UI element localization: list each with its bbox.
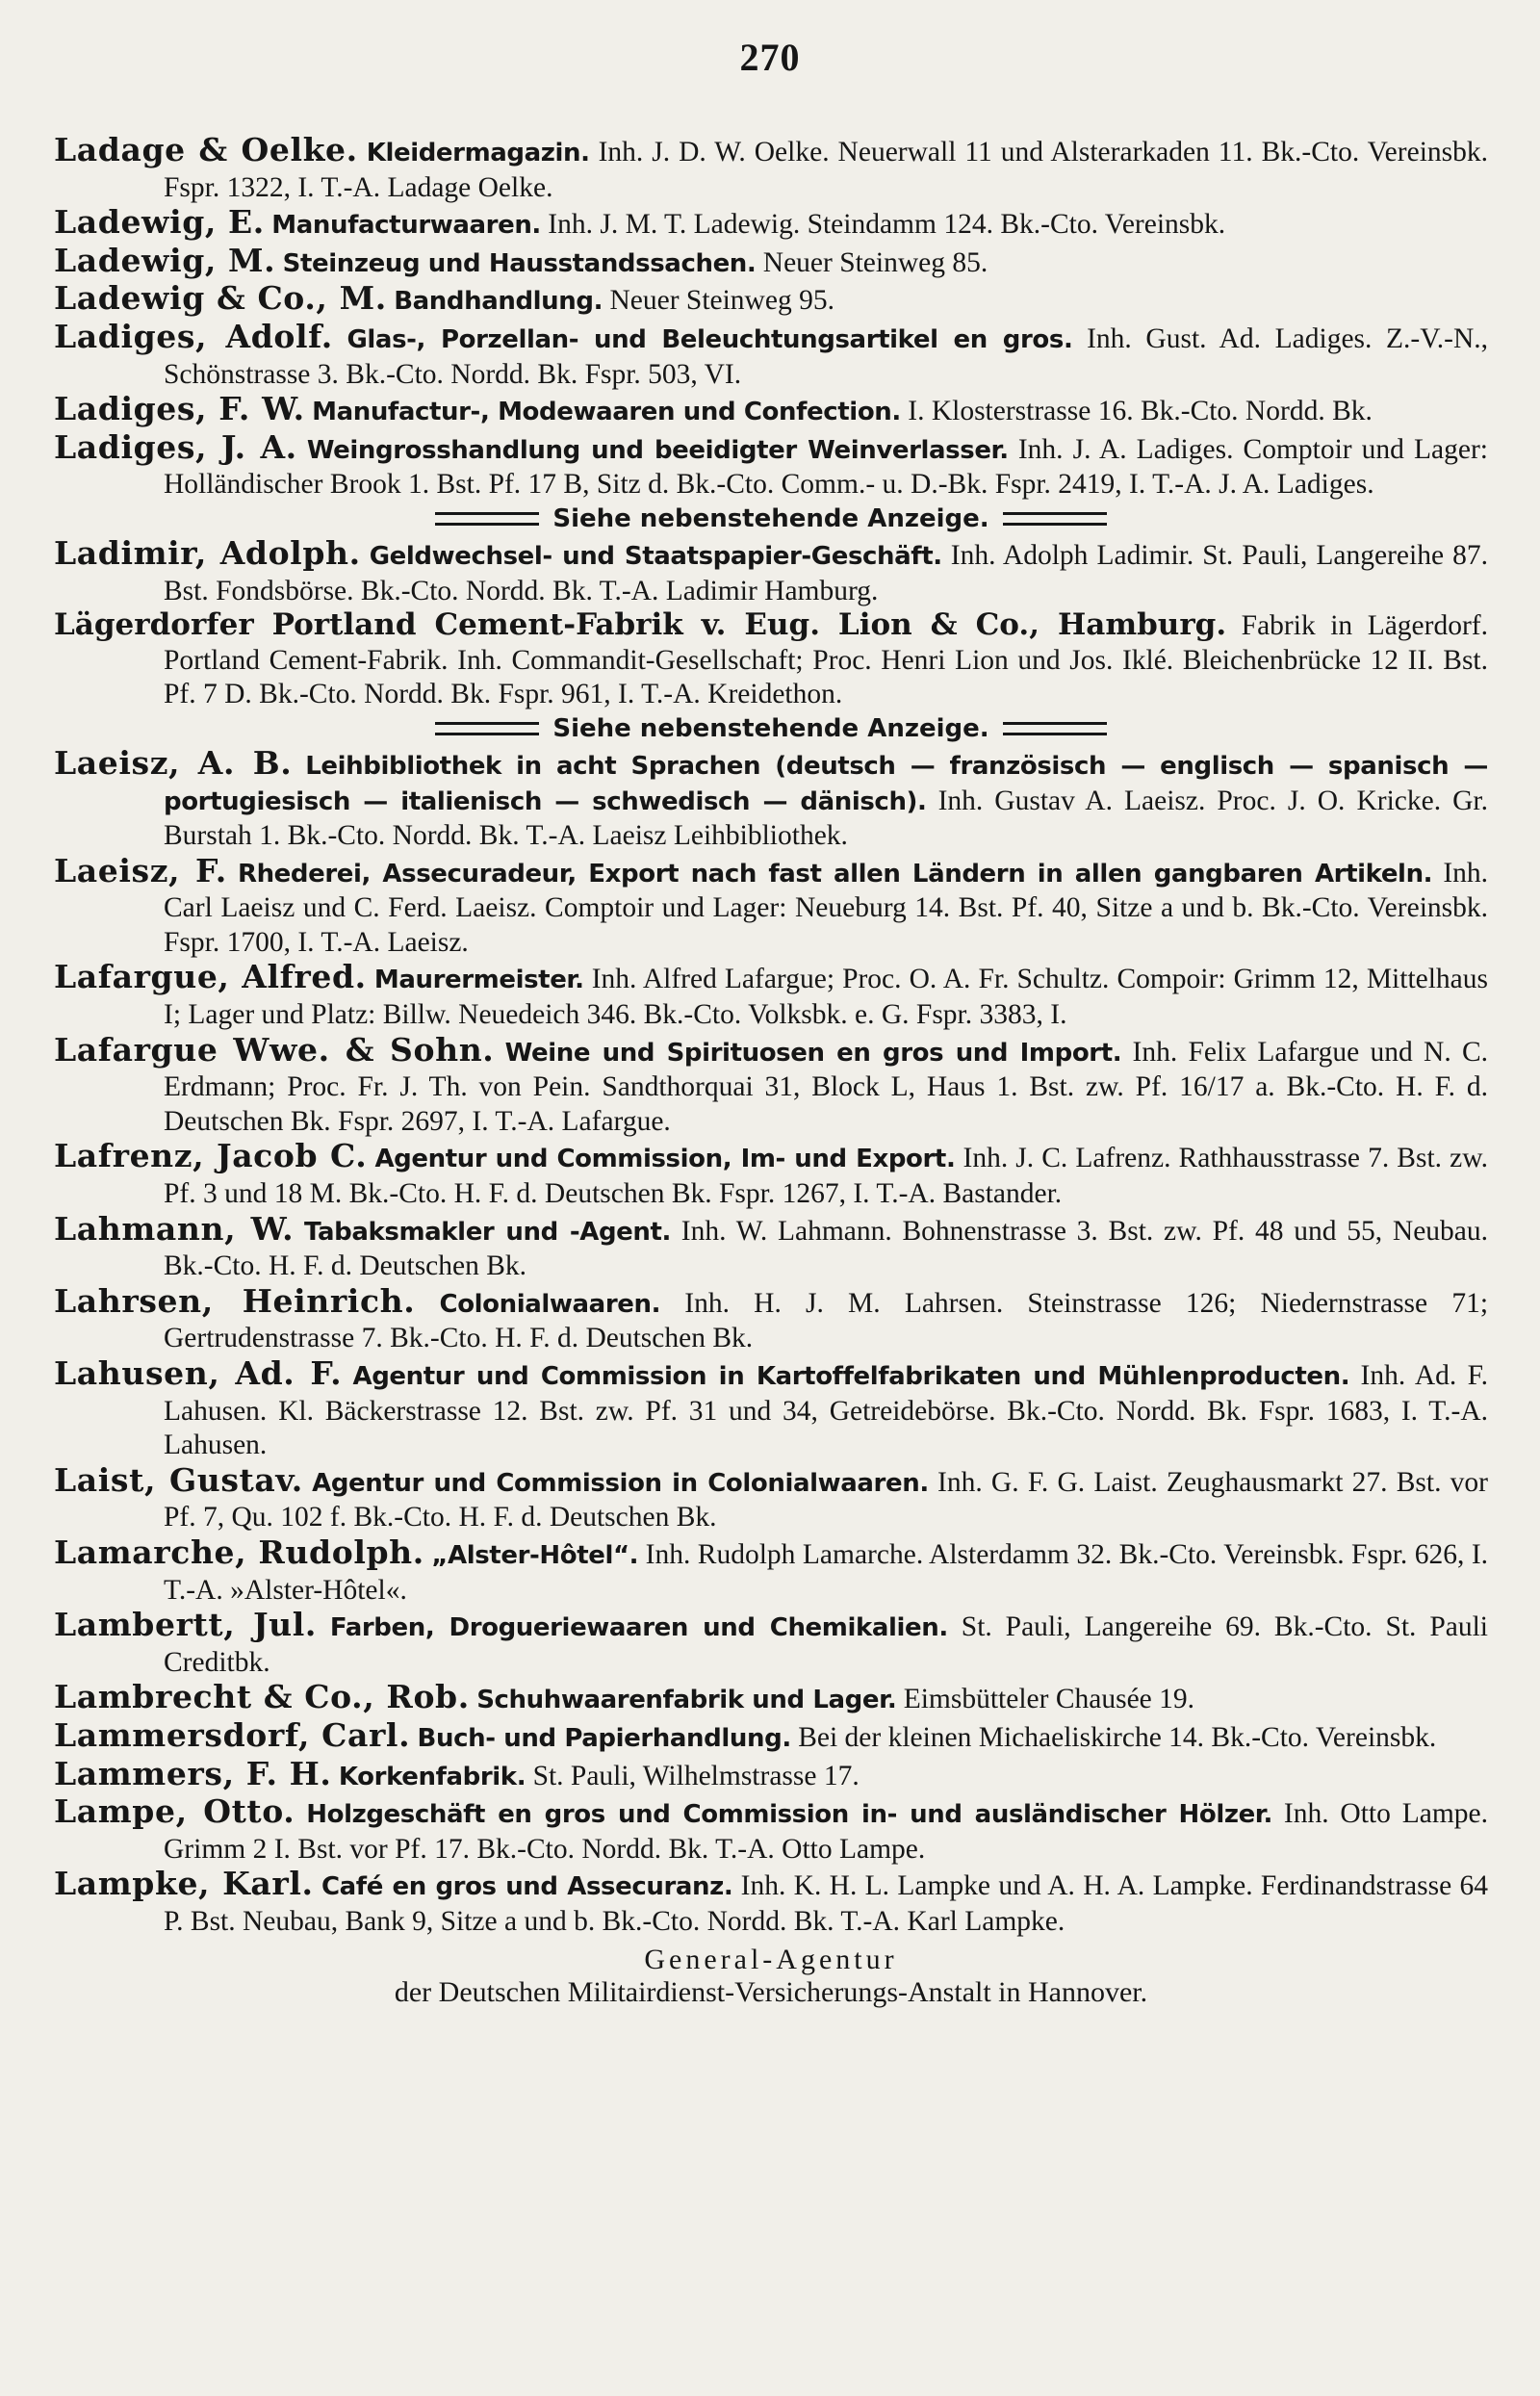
directory-entry [54, 392, 1488, 430]
entry-trade: Manufactur-, Modewaaren und Confection. [312, 398, 901, 427]
entry-details: Eimsbütteler Chausée 19. [903, 1684, 1195, 1715]
directory-entry [54, 1680, 1488, 1718]
notice-text: Siehe nebenstehende Anzeige. [552, 503, 989, 533]
entry-trade: Kleidermagazin. [366, 139, 590, 167]
directory-entry [54, 1460, 1488, 1535]
entry-details: Inh. Adolph Ladimir. St. Pauli, Langereihe 87. Bst. Fondsbörse. Bk.-Cto. Nordd. Bk. T.-A. Ladimir Hamburg. [164, 539, 1488, 606]
entry-details: Neuer Steinweg 95. [609, 285, 834, 317]
footer-line-1: General-Agentur [644, 1943, 898, 1975]
entry-trade: Glas-, Porzellan- und Beleuchtungsartikel en gros. [346, 324, 1073, 354]
entry-trade: Tabaksmakler und -Agent. [304, 1217, 672, 1247]
entry-trade: Steinzeug und Hausstandssachen. [282, 248, 757, 278]
entry-details: Inh. Felix Lafargue und N. C. Erdmann; Proc. Fr. J. Th. von Pein. Sandthorquai 31, Block L, Haus 1. Bst. zw. Pf. 16/17 a. Bk.-Cto. H. F. d. Deutschen Bk. Fspr. 2697, I. T.-A. Lafargue. [164, 1036, 1489, 1137]
entry-details: Inh. J. C. Lafrenz. Rathhausstrasse 7. Bst. zw. Pf. 3 und 18 M. Bk.-Cto. H. F. d. Deutschen Bk. Fspr. 1267, I. T.-A. Bastander. [164, 1143, 1488, 1210]
entry-details: Inh. Gust. Ad. Ladiges. Z.-V.-N., Schönstrasse 3. Bk.-Cto. Nordd. Bk. Fspr. 503, VI. [164, 322, 1489, 390]
directory-entry [54, 1209, 1489, 1284]
entry-name: Lafargue Wwe. & Sohn. [54, 1030, 495, 1069]
entry-trade: Korkenfabrik. [338, 1762, 526, 1791]
entry-name: Laeisz, F. [54, 851, 227, 889]
entry-trade: Café en gros und Assecuranz. [321, 1872, 733, 1902]
directory-entry [54, 1030, 1489, 1140]
entry-trade: Agentur und Commission, Im- und Export. [374, 1145, 956, 1174]
directory-entry [54, 205, 1488, 244]
directory-entry [54, 1535, 1488, 1608]
entry-details: Bei der kleinen Michaeliskirche 14. Bk.-Cto. Vereinsbk. [798, 1721, 1437, 1753]
directory-entry [54, 1356, 1488, 1463]
entry-name: Lampe, Otto. [54, 1792, 295, 1831]
entry-trade: Rhederei, Assecuradeur, Export nach fast allen Ländern in allen gangbaren Artikeln. [237, 859, 1433, 889]
directory-entry [54, 851, 1489, 961]
entry-name: Ladiges, Adolf. [54, 317, 333, 355]
entry-name: Lampke, Karl. [54, 1865, 314, 1903]
directory-entry [54, 133, 1488, 205]
entry-trade: Bandhandlung. [394, 287, 603, 317]
entry-name: Ladiges, J. A. [54, 427, 297, 466]
entry-name: Lafargue, Alfred. [54, 958, 367, 996]
entry-trade: Weingrosshandlung und beeidigter Weinverlasser. [306, 435, 1009, 465]
entry-name: Lammers, F. H. [54, 1754, 332, 1792]
entry-trade: Schuhwaarenfabrik und Lager. [476, 1686, 897, 1715]
directory-entry [54, 533, 1488, 608]
entry-trade: Geldwechsel- und Staatspapier-Geschäft. [369, 541, 942, 571]
entry-name: Ladage & Oelke. [54, 131, 358, 168]
entry-details: Inh. J. D. W. Oelke. Neuerwall 11 und Alsterarkaden 11. Bk.-Cto. Vereinsbk. Fspr. 1322, I. T.-A. Ladage Oelke. [164, 137, 1488, 203]
entry-name: Ladimir, Adolph. [54, 533, 361, 572]
entry-details: Inh. Rudolph Lamarche. Alsterdamm 32. Bk.-Cto. Vereinsbk. Fspr. 626, I. T.-A. »Alster-Hôtel«. [164, 1538, 1489, 1606]
directory-entry [54, 1794, 1488, 1867]
entry-details: St. Pauli, Wilhelmstrasse 17. [532, 1760, 860, 1791]
entry-trade: Maurermeister. [373, 966, 584, 995]
directory-entry [54, 317, 1489, 392]
directory-entry [54, 281, 1488, 320]
entry-details: Inh. K. H. L. Lampke und A. H. A. Lampke. Ferdinandstrasse 64 P. Bst. Neubau, Bank 9, Sitze a und b. Bk.-Cto. Nordd. Bk. T.-A. Karl Lampke. [164, 1870, 1488, 1937]
entry-details: Inh. Carl Laeisz und C. Ferd. Laeisz. Comptoir und Lager: Neueburg 14. Bst. Pf. 40, Sitze a und b. Bk.-Cto. Vereinsbk. Fspr. 1700, I. T.-A. Laeisz. [164, 857, 1489, 958]
entry-details: Inh. Gustav A. Laeisz. Proc. J. O. Kricke. Gr. Burstah 1. Bk.-Cto. Nordd. Bk. T.-A. Laeisz Leihbibliothek. [164, 785, 1489, 852]
entry-details: Inh. J. M. T. Ladewig. Steindamm 124. Bk.-Cto. Vereinsbk. [548, 209, 1226, 241]
directory-entry [54, 1139, 1488, 1211]
entry-trade: Holzgeschäft en gros und Commission in- und ausländischer Hölzer. [306, 1800, 1272, 1830]
entry-trade: „Alster-Hôtel“. [431, 1540, 639, 1570]
entry-details: Inh. Ad. F. Lahusen. Kl. Bäckerstrasse 12. Bst. zw. Pf. 31 und 34, Getreidebörse. Bk.-Cto. Nordd. Bk. Fspr. 1683, I. T.-A. Lahusen. [164, 1360, 1488, 1461]
entry-name: Lägerdorfer Portland Cement-Fabrik v. Eug. Lion & Co., Hamburg. [54, 607, 1227, 643]
entry-name: Laist, Gustav. [54, 1460, 303, 1499]
entry-name: Ladiges, F. W. [54, 390, 305, 428]
directory-entry [54, 960, 1488, 1032]
footer-line-2: der Deutschen Militairdienst-Versicherungs-Anstalt in Hannover. [394, 1975, 1148, 2008]
directory-entry [54, 1754, 1488, 1795]
entry-name: Lahrsen, Heinrich. [54, 1281, 416, 1320]
entry-name: Ladewig & Co., M. [54, 279, 387, 318]
directory-entries [54, 133, 1488, 2009]
double-rule-right [1003, 722, 1107, 735]
entry-details: Inh. J. A. Ladiges. Comptoir und Lager: Holländischer Brook 1. Bst. Pf. 17 B, Sitz d. Bk.-Cto. Comm.- u. D.-Bk. Fspr. 2419, I. T.-A. J. A. Ladiges. [164, 433, 1488, 501]
page-number: 270 [739, 36, 801, 79]
advertisement-notice [54, 712, 1488, 746]
directory-entry [54, 608, 1488, 712]
double-rule-right [1003, 512, 1107, 526]
notice-text: Siehe nebenstehende Anzeige. [552, 713, 989, 743]
entry-name: Lambrecht & Co., Rob. [54, 1678, 470, 1716]
advertisement-notice [54, 502, 1488, 536]
directory-entry [54, 1867, 1488, 1939]
entry-name: Lahusen, Ad. F. [54, 1354, 343, 1392]
entry-name: Lafrenz, Jacob C. [54, 1137, 368, 1175]
double-rule-left [435, 722, 539, 735]
directory-entry [54, 1715, 1488, 1757]
entry-trade: Leihbibliothek in acht Sprachen (deutsch — französisch — englisch — spanisch — portugiesisch — italienisch — schwedisch — dänisch). [164, 751, 1488, 816]
double-rule-left [435, 512, 539, 526]
entry-name: Ladewig, M. [54, 241, 276, 279]
entry-trade: Agentur und Commission in Kartoffelfabrikaten und Mühlenproducten. [352, 1362, 1350, 1391]
entry-trade: Colonialwaaren. [439, 1289, 661, 1319]
directory-entry [54, 1281, 1489, 1356]
entry-name: Lahmann, W. [54, 1209, 295, 1248]
entry-trade: Weine und Spirituosen en gros und Import. [504, 1038, 1122, 1068]
directory-entry [54, 427, 1488, 502]
entry-name: Lambertt, Jul. [54, 1606, 317, 1644]
directory-entry [54, 1608, 1488, 1680]
entry-trade: Farben, Drogueriewaaren und Chemikalien. [329, 1613, 948, 1643]
entry-name: Lamarche, Rudolph. [54, 1533, 424, 1571]
entry-name: Lammersdorf, Carl. [54, 1715, 411, 1754]
entry-details: Inh. W. Lahmann. Bohnenstrasse 3. Bst. zw. Pf. 48 und 55, Neubau. Bk.-Cto. H. F. d. Deutschen Bk. [164, 1215, 1489, 1282]
entry-trade: Buch- und Papierhandlung. [417, 1723, 791, 1753]
entry-name: Laeisz, A. B. [54, 743, 293, 782]
directory-entry [54, 743, 1489, 854]
entry-details: I. Klosterstrasse 16. Bk.-Cto. Nordd. Bk. [908, 396, 1373, 427]
entry-details: Inh. Otto Lampe. Grimm 2 I. Bst. vor Pf. 17. Bk.-Cto. Nordd. Bk. T.-A. Otto Lampe. [164, 1798, 1489, 1865]
directory-entry [54, 241, 1488, 282]
entry-trade: Manufacturwaaren. [271, 211, 541, 241]
advertisement-footer [54, 1944, 1488, 2009]
entry-details: St. Pauli, Langereihe 69. Bk.-Cto. St. Pauli Creditbk. [164, 1611, 1488, 1678]
entry-details: Inh. G. F. G. Laist. Zeughausmarkt 27. Bst. vor Pf. 7, Qu. 102 f. Bk.-Cto. H. F. d. Deutschen Bk. [164, 1466, 1488, 1533]
entry-details: Inh. H. J. M. Lahrsen. Steinstrasse 126; Niedernstrasse 71; Gertrudenstrasse 7. Bk.-Cto. H. F. d. Deutschen Bk. [164, 1287, 1489, 1354]
entry-details: Fabrik in Lägerdorf. Portland Cement-Fabrik. Inh. Commandit-Gesellschaft; Proc. Henri Lion und Jos. Iklé. Bleichenbrücke 12 II. Bst. Pf. 7 D. Bk.-Cto. Nordd. Bk. Fspr. 961, I. T.-A. Kreidethon. [164, 610, 1488, 710]
entry-details: Inh. Alfred Lafargue; Proc. O. A. Fr. Schultz. Compoir: Grimm 12, Mittelhaus I; Lager und Platz: Billw. Neuedeich 346. Bk.-Cto. Volksbk. e. G. Fspr. 3383, I. [164, 964, 1489, 1031]
entry-details: Neuer Steinweg 85. [762, 246, 988, 278]
entry-name: Ladewig, E. [54, 203, 265, 242]
entry-trade: Agentur und Commission in Colonialwaaren. [312, 1468, 929, 1498]
